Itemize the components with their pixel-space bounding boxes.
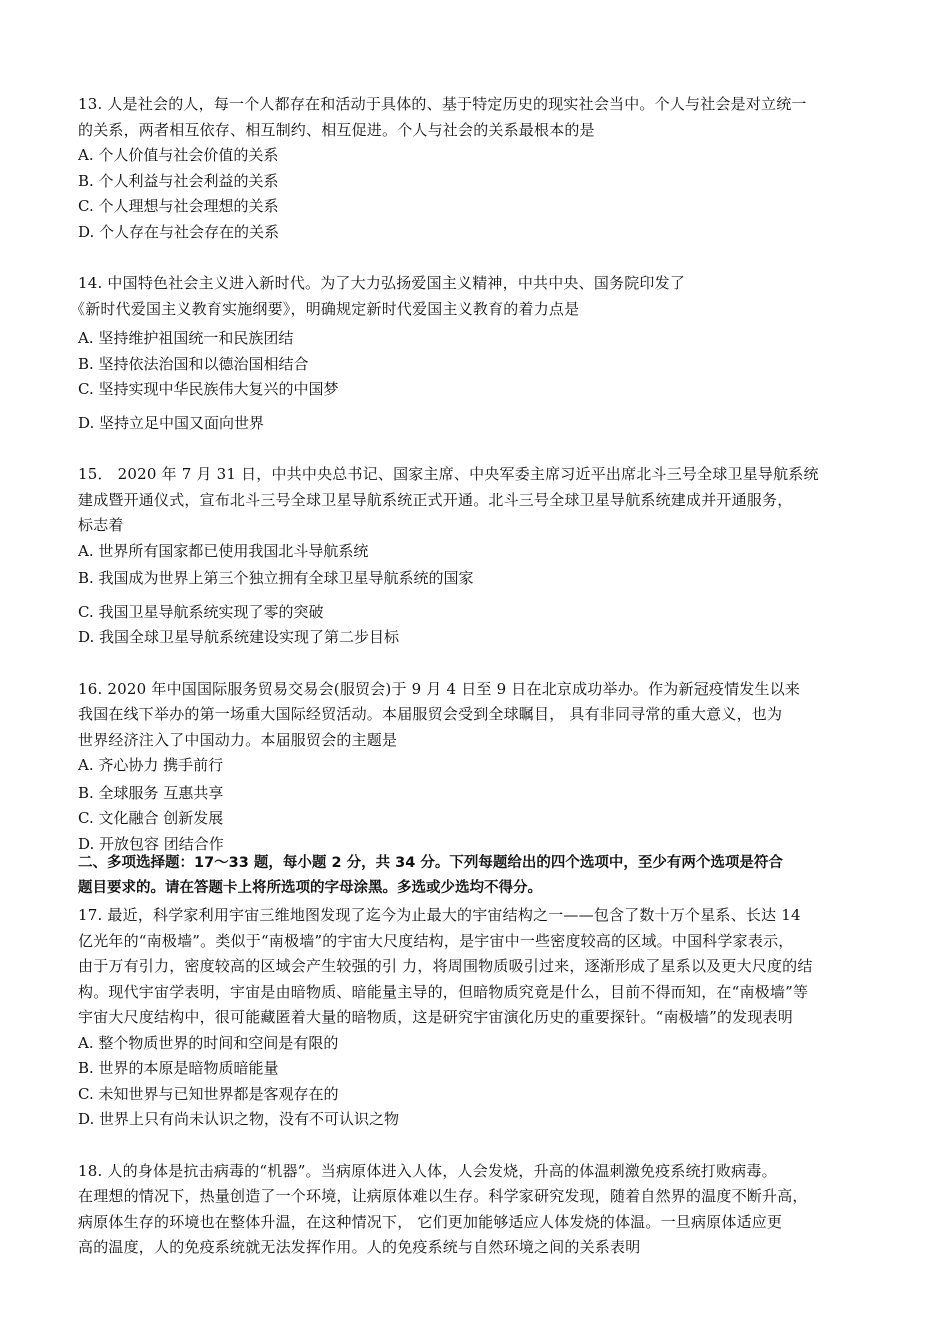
option-a: A. 个人价值与社会价值的关系 <box>78 146 279 164</box>
question-13 <box>78 92 878 245</box>
option-b: B. 个人利益与社会利益的关系 <box>78 171 279 190</box>
question-stem-line: 15． 2020 年 7 月 31 日，中共中央总书记、国家主席、中央军委主席习近平出席北斗三号全球卫星导航系统 <box>78 465 819 483</box>
question-stem-line: 17. 最近，科学家利用宇宙三维地图发现了迄今为止最大的宇宙结构之一——包含了数十万个星系、长达 14 <box>78 906 801 924</box>
question-stem-line: 在理想的情况下，热量创造了一个环境，让病原体难以生存。科学家研究发现，随着自然界的温度不断升高， <box>78 1187 808 1205</box>
option-a: A. 坚持维护祖国统一和民族团结 <box>78 329 294 347</box>
question-stem-line: 高的温度，人的免疫系统就无法发挥作用。人的免疫系统与自然环境之间的关系表明 <box>78 1238 641 1256</box>
section-heading-line: 二、多项选择题：17～33 题，每小题 2 分，共 34 分。下列每题给出的四个选项中，至少有两个选项是符合 <box>78 855 783 871</box>
question-stem-line: 13. 人是社会的人，每一个人都存在和活动于具体的、基于特定历史的现实社会当中。个人与社会是对立统一 <box>78 95 807 113</box>
question-17 <box>78 903 878 1133</box>
option-b: B. 坚持依法治国和以德治国相结合 <box>78 354 309 373</box>
question-stem-line: 标志着 <box>78 516 124 534</box>
question-stem-line: 世界经济注入了中国动力。本届服贸会的主题是 <box>78 730 398 749</box>
option-b: B. 世界的本原是暗物质暗能量 <box>78 1059 279 1077</box>
option-b: B. 全球服务 互惠共享 <box>78 783 224 802</box>
exam-page <box>70 92 878 1261</box>
option-b: B. 我国成为世界上第三个独立拥有全球卫星导航系统的国家 <box>78 569 474 587</box>
question-stem-line: 14. 中国特色社会主义进入新时代。为了大力弘扬爱国主义精神，中共中央、国务院印发了 <box>78 274 686 292</box>
question-15 <box>78 462 878 651</box>
question-stem-line: 我国在线下举办的第一场重大国际经贸活动。本届服贸会受到全球瞩目， 具有非同寻常的重大意义，也为 <box>78 705 783 723</box>
question-stem-line: 宇宙大尺度结构中，很可能藏匿着大量的暗物质，这是研究宇宙演化历史的重要探针。“南极墙”的发现表明 <box>78 1008 793 1026</box>
section-heading-line: 题目要求的。请在答题卡上将所选项的字母涂黑。多选或少选均不得分。 <box>78 880 542 896</box>
option-d: D. 我国全球卫星导航系统建设实现了第二步目标 <box>78 628 400 646</box>
question-stem-line: 建成暨开通仪式，宣布北斗三号全球卫星导航系统正式开通。北斗三号全球卫星导航系统建成并开通服务， <box>78 490 793 509</box>
option-d: D. 开放包容 团结合作 <box>78 834 224 853</box>
option-c: C. 文化融合 创新发展 <box>78 809 224 827</box>
option-c: C. 我国卫星导航系统实现了零的突破 <box>78 602 324 621</box>
section-heading <box>78 851 878 901</box>
question-stem-line: 《新时代爱国主义教育实施纲要》，明确规定新时代爱国主义教育的着力点是 <box>70 299 580 318</box>
question-16 <box>78 677 878 858</box>
question-stem-line: 18. 人的身体是抗击病毒的“机器”。当病原体进入人体，人会发烧，升高的体温刺激免疫系统打败病毒。 <box>78 1161 777 1180</box>
option-d: D. 坚持立足中国又面向世界 <box>78 413 265 432</box>
option-d: D. 个人存在与社会存在的关系 <box>78 222 280 241</box>
question-18 <box>78 1159 878 1261</box>
option-c: C. 坚持实现中华民族伟大复兴的中国梦 <box>78 380 339 398</box>
option-a: A. 世界所有国家都已使用我国北斗导航系统 <box>78 541 369 560</box>
option-c: C. 个人理想与社会理想的关系 <box>78 197 279 215</box>
question-14 <box>70 271 878 436</box>
question-stem-line: 构。现代宇宙学表明，宇宙是由暗物质、暗能量主导的，但暗物质究竟是什么，目前不得而知，在“南极墙”等 <box>78 982 809 1001</box>
question-stem-line: 病原体生存的环境也在整体升温，在这种情况下， 它们更加能够适应人体发烧的体温。一旦病原体适应更 <box>78 1212 783 1231</box>
question-stem-line: 由于万有引力，密度较高的区域会产生较强的引 力，将周围物质吸引过来，逐渐形成了星系以及更大尺度的结 <box>78 957 813 975</box>
question-stem-line: 亿光年的“南极墙”。类似于“南极墙”的宇宙大尺度结构，是宇宙中一些密度较高的区域。中国科学家表示， <box>78 931 794 950</box>
question-stem-line: 的关系，两者相互依存、相互制约、相互促进。个人与社会的关系最根本的是 <box>78 120 595 139</box>
option-d: D. 世界上只有尚未认识之物，没有不可认识之物 <box>78 1110 400 1128</box>
option-c: C. 未知世界与已知世界都是客观存在的 <box>78 1084 339 1103</box>
question-stem-line: 16. 2020 年中国国际服务贸易交易会(服贸会)于 9 月 4 日至 9 日在北京成功举办。作为新冠疫情发生以来 <box>78 679 801 698</box>
option-a: A. 齐心协力 携手前行 <box>78 756 224 774</box>
option-a: A. 整个物质世界的时间和空间是有限的 <box>78 1033 339 1052</box>
